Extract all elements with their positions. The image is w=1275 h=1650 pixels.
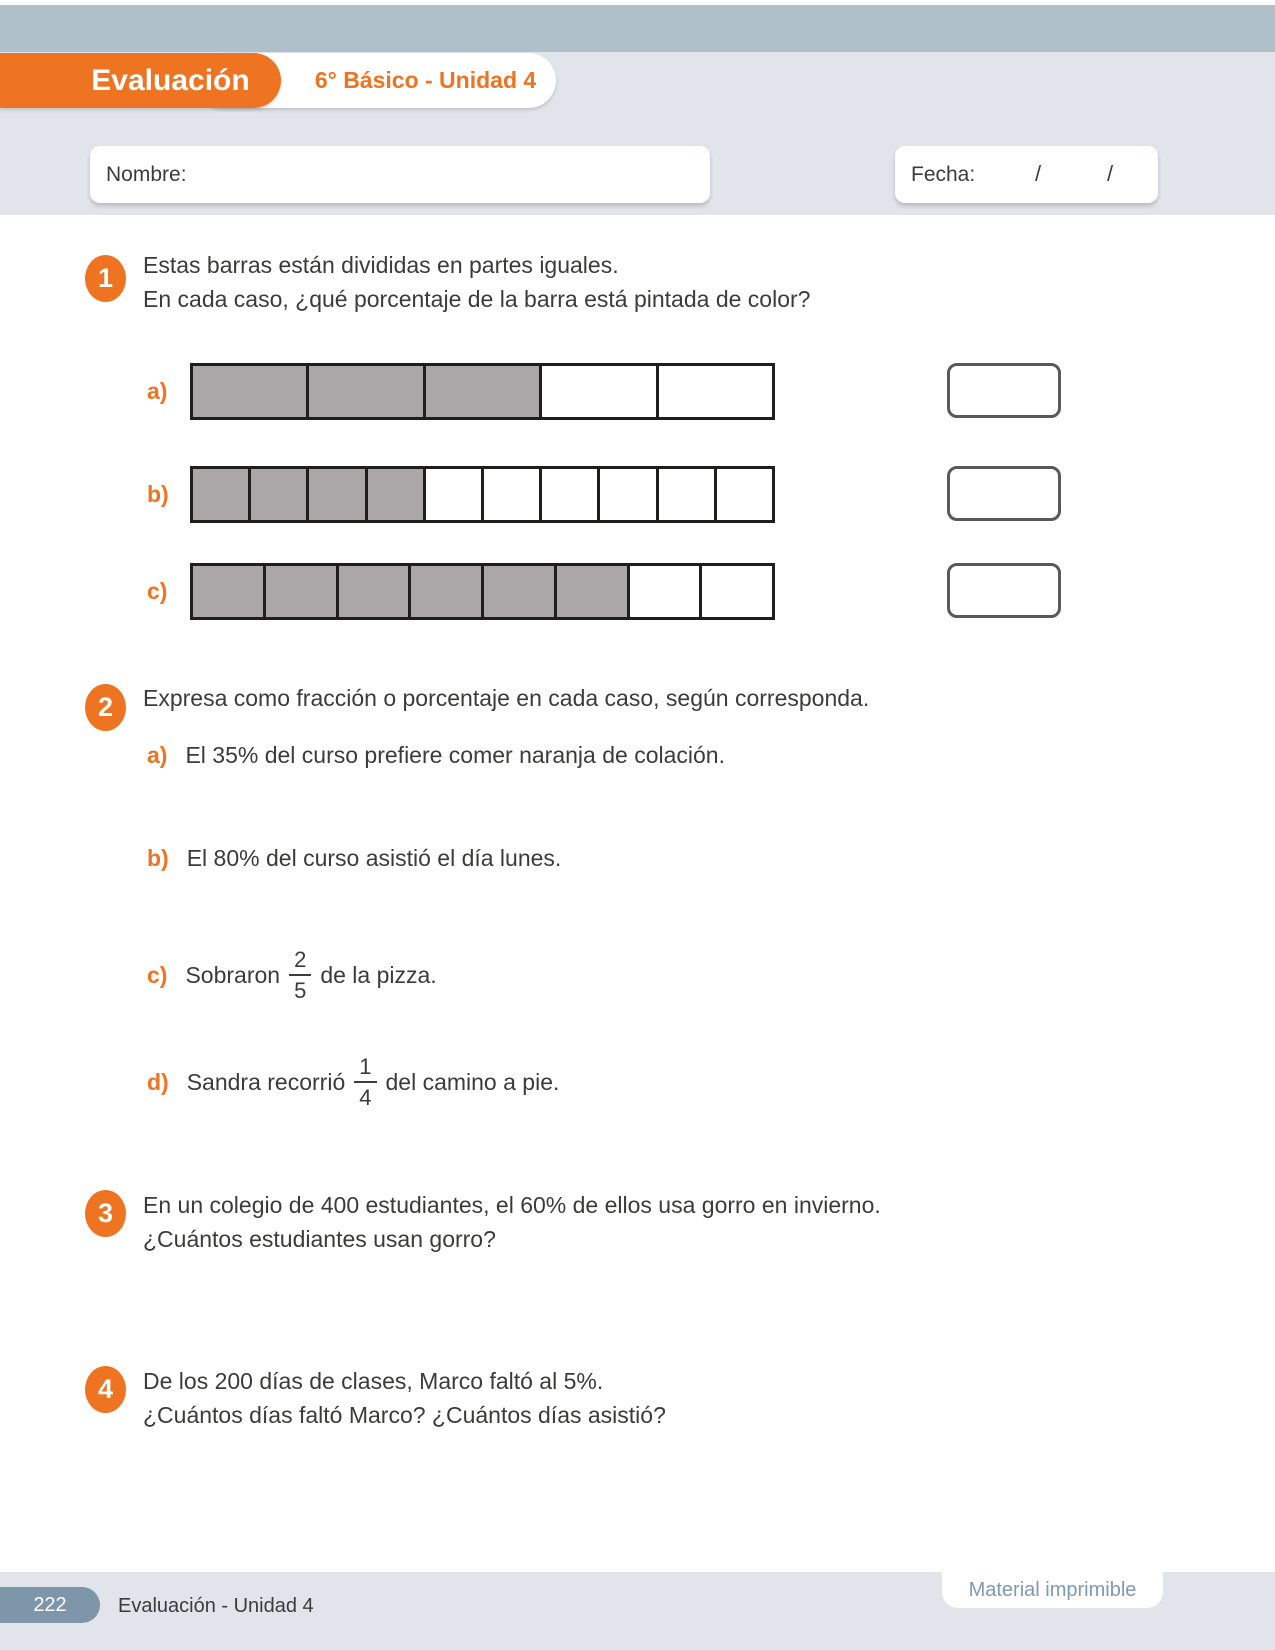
answer-box-b[interactable] — [947, 466, 1061, 521]
material-tab-label: Material imprimible — [968, 1578, 1137, 1601]
fraction-bar-c — [190, 563, 775, 620]
question-4-number: 4 — [85, 1366, 126, 1413]
question-1-line-1: Estas barras están divididas en partes iguales. — [143, 252, 619, 278]
item-c-pre-text: Sobraron — [185, 961, 281, 988]
question-3-line-1: En un colegio de 400 estudiantes, el 60% de ellos usa gorro en invierno. — [143, 1192, 881, 1218]
bar-segment — [659, 469, 717, 520]
answer-box-c[interactable] — [947, 563, 1061, 618]
name-label: Nombre: — [106, 162, 187, 186]
question-3-text — [143, 1188, 881, 1256]
question-3-line-2: ¿Cuántos estudiantes usan gorro? — [143, 1226, 496, 1252]
question-2-item-c — [147, 940, 437, 1010]
unit-subtitle-label: 6° Básico - Unidad 4 — [314, 67, 537, 93]
item-d-fraction-numerator: 1 — [354, 1054, 376, 1083]
question-4-text — [143, 1364, 666, 1432]
item-d-label: d) — [147, 1068, 169, 1095]
bar-segment — [630, 566, 703, 617]
item-a-text: El 35% del curso prefiere comer naranja de colación. — [185, 742, 725, 768]
question-2-item-d — [147, 1047, 559, 1117]
item-b-text: El 80% del curso asistió el día lunes. — [186, 845, 562, 871]
evaluation-badge — [0, 53, 281, 108]
bar-label-c: c) — [147, 578, 168, 604]
question-4-line-2: ¿Cuántos días faltó Marco? ¿Cuántos días asistió? — [143, 1402, 666, 1428]
date-field[interactable] — [895, 146, 1158, 203]
item-d-fraction-denominator: 4 — [359, 1085, 372, 1110]
question-1-line-2: En cada caso, ¿qué porcentaje de la barra está pintada de color? — [143, 286, 811, 312]
bar-segment — [600, 469, 658, 520]
bar-segment — [309, 366, 425, 417]
bar-label-a: a) — [147, 378, 168, 404]
page-number-pill — [0, 1587, 100, 1623]
date-slash-2: / — [1107, 161, 1114, 186]
bar-segment — [542, 469, 600, 520]
bar-segment — [266, 566, 339, 617]
item-d-pre-text: Sandra recorrió — [186, 1068, 346, 1095]
item-c-label: c) — [147, 961, 168, 988]
bar-segment — [717, 469, 772, 520]
answer-box-a[interactable] — [947, 363, 1061, 418]
question-2-text — [143, 681, 869, 715]
bar-segment — [426, 366, 542, 417]
bar-segment — [368, 469, 426, 520]
bar-segment — [193, 469, 251, 520]
date-slash-1: / — [1035, 161, 1042, 186]
bar-segment — [426, 469, 484, 520]
bar-segment — [484, 566, 557, 617]
name-field[interactable] — [90, 146, 710, 203]
bar-segment — [193, 566, 266, 617]
question-4-line-1: De los 200 días de clases, Marco faltó al 5%. — [143, 1368, 604, 1394]
question-2-item-b — [147, 845, 561, 872]
question-2-line-1: Expresa como fracción o porcentaje en cada caso, según corresponda. — [143, 685, 870, 711]
item-a-label: a) — [147, 742, 168, 768]
question-2-item-a — [147, 742, 725, 769]
bar-segment — [339, 566, 412, 617]
bar-segment — [309, 469, 367, 520]
item-d-post-text: del camino a pie. — [385, 1068, 560, 1095]
bar-segment — [659, 366, 772, 417]
material-tab — [942, 1572, 1163, 1608]
item-c-fraction-numerator: 2 — [289, 947, 311, 976]
bar-segment — [251, 469, 309, 520]
bar-segment — [484, 469, 542, 520]
date-label: Fecha: — [911, 162, 976, 186]
question-2-number: 2 — [85, 684, 126, 731]
item-c-post-text: de la pizza. — [320, 961, 437, 988]
evaluation-badge-label: Evaluación — [91, 63, 250, 97]
bar-segment — [702, 566, 772, 617]
question-3-number: 3 — [85, 1190, 126, 1237]
item-c-fraction — [289, 947, 311, 1003]
fraction-bar-b — [190, 466, 775, 523]
bar-segment — [193, 366, 309, 417]
page-number: 222 — [33, 1593, 67, 1616]
question-1-text — [143, 248, 810, 316]
bar-segment — [411, 566, 484, 617]
question-1-number: 1 — [85, 255, 126, 302]
fraction-bar-a — [190, 363, 775, 420]
footer-label: Evaluación - Unidad 4 — [118, 1595, 314, 1617]
item-b-label: b) — [147, 845, 169, 871]
bar-segment — [542, 366, 658, 417]
top-decor-bar — [0, 5, 1275, 52]
bar-label-b: b) — [147, 481, 169, 507]
bar-segment — [557, 566, 630, 617]
item-d-fraction — [354, 1054, 376, 1110]
item-c-fraction-denominator: 5 — [294, 978, 307, 1003]
